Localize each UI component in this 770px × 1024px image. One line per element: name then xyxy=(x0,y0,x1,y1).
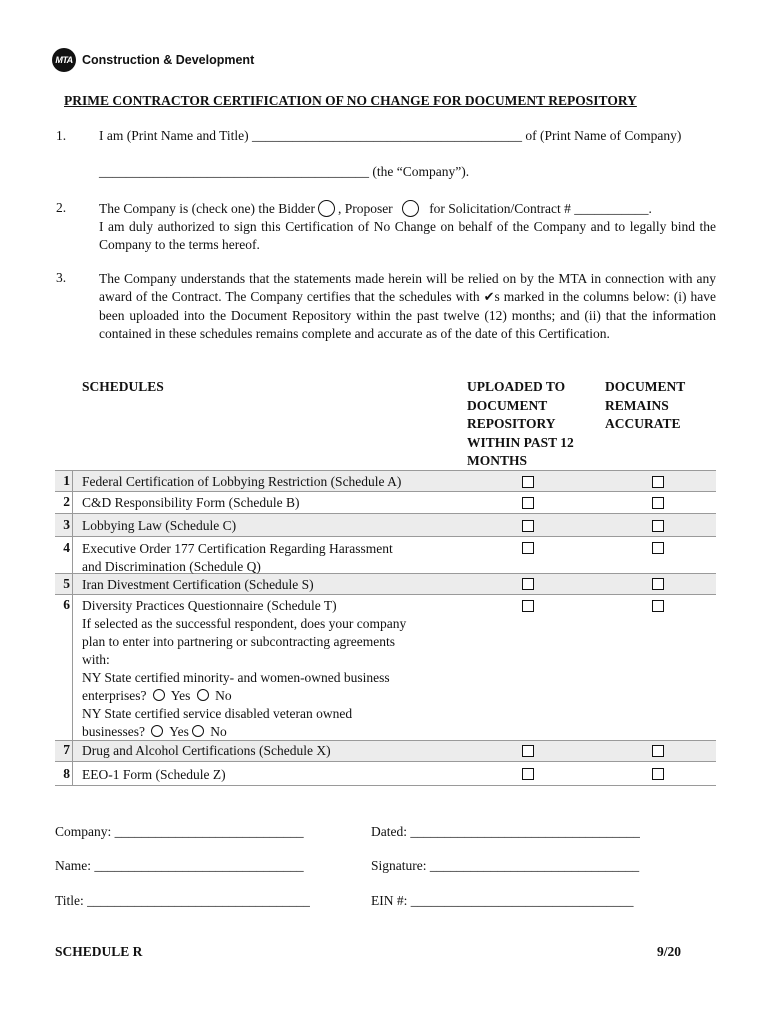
mta-logo xyxy=(52,48,254,72)
name-field[interactable]: Name: _______________________________ xyxy=(55,858,304,873)
schedule-x-label: Drug and Alcohol Certifications (Schedule X) xyxy=(82,743,331,758)
proposer-label: , Proposer xyxy=(337,201,393,216)
table-rule xyxy=(55,785,716,786)
bidder-radio[interactable] xyxy=(318,200,335,217)
row-number: 6 xyxy=(63,597,70,612)
proposer-radio[interactable] xyxy=(402,200,419,217)
authorization-text: I am duly authorized to sign this Certification of No Change on behalf of the Company and to legally bind the Company to the terms hereof. xyxy=(99,219,716,252)
schedule-x-accurate-checkbox[interactable] xyxy=(652,745,664,757)
row-number: 2 xyxy=(63,494,70,509)
schedule-t-label: Diversity Practices Questionnaire (Schedule T) If selected as the successful respondent, does your company plan to enter into partnering or subcontracting agreements with: NY State certified minority- and women-owned business enterprises? Yes No NY State certified service disabled veteran owned businesses? Yes No xyxy=(82,598,407,739)
company-name-field[interactable]: ________________________________________ (the “Company”). xyxy=(99,164,470,179)
uploaded-header: UPLOADED TO DOCUMENT REPOSITORY WITHIN PAST 12 MONTHS xyxy=(467,379,574,468)
row-number: 7 xyxy=(63,742,70,757)
row-number: 8 xyxy=(63,766,70,781)
bidder-proposer-line xyxy=(99,200,652,217)
table-rule xyxy=(55,470,716,471)
schedule-label: SCHEDULE R xyxy=(55,944,143,959)
table-rule xyxy=(55,594,716,595)
table-rule xyxy=(55,491,716,492)
ein-field[interactable]: EIN #: _________________________________ xyxy=(371,893,634,908)
item-1-number: 1. xyxy=(56,128,67,143)
schedule-q-label: Executive Order 177 Certification Regarding Harassment and Discrimination (Schedule Q) xyxy=(82,541,393,574)
schedule-a-accurate-checkbox[interactable] xyxy=(652,476,664,488)
accurate-header: DOCUMENT REMAINS ACCURATE xyxy=(605,379,686,431)
document-title: PRIME CONTRACTOR CERTIFICATION OF NO CHANGE FOR DOCUMENT REPOSITORY xyxy=(64,93,637,108)
table-rule xyxy=(55,513,716,514)
dated-field[interactable]: Dated: __________________________________ xyxy=(371,824,640,839)
schedule-z-accurate-checkbox[interactable] xyxy=(652,768,664,780)
schedule-s-label: Iran Divestment Certification (Schedule S) xyxy=(82,577,314,592)
solicitation-label[interactable]: for Solicitation/Contract # ___________. xyxy=(429,201,652,216)
bidder-label: The Company is (check one) the Bidder xyxy=(99,201,315,216)
schedule-q-accurate-checkbox[interactable] xyxy=(652,542,664,554)
mwbe-yes-radio[interactable] xyxy=(153,689,165,701)
schedule-c-uploaded-checkbox[interactable] xyxy=(522,520,534,532)
print-name-title-field[interactable]: I am (Print Name and Title) ________________________________________ of (Print Name of Company) xyxy=(99,128,682,143)
schedule-t-accurate-checkbox[interactable] xyxy=(652,600,664,612)
schedule-x-uploaded-checkbox[interactable] xyxy=(522,745,534,757)
schedule-q-uploaded-checkbox[interactable] xyxy=(522,542,534,554)
mwbe-no-radio[interactable] xyxy=(197,689,209,701)
table-rule xyxy=(55,761,716,762)
schedule-a-uploaded-checkbox[interactable] xyxy=(522,476,534,488)
schedule-c-accurate-checkbox[interactable] xyxy=(652,520,664,532)
org-name: Construction & Development xyxy=(82,53,255,67)
schedule-a-label: Federal Certification of Lobbying Restriction (Schedule A) xyxy=(82,474,402,489)
schedule-b-label: C&D Responsibility Form (Schedule B) xyxy=(82,495,300,510)
schedule-b-accurate-checkbox[interactable] xyxy=(652,497,664,509)
row-number: 5 xyxy=(63,576,70,591)
schedule-c-label: Lobbying Law (Schedule C) xyxy=(82,518,237,533)
table-divider xyxy=(72,470,73,785)
item-3-number: 3. xyxy=(56,270,67,285)
schedule-s-uploaded-checkbox[interactable] xyxy=(522,578,534,590)
mta-logo-mark: MTA xyxy=(52,48,76,72)
row-number: 3 xyxy=(63,517,70,532)
table-rule xyxy=(55,536,716,537)
row-number: 4 xyxy=(63,540,70,555)
item-2-number: 2. xyxy=(56,200,67,215)
certification-text: The Company understands that the statements made herein will be relied on by the MTA in connection with any award of the Contract. The Company certifies that the schedules with ✔s marked in the columns below: (i) have been uploaded into the Document Repository within the past twelve (12) months; and (ii) that the information contained in these schedules remains complete and accurate as of the date of this Certification. xyxy=(99,271,717,341)
signature-field[interactable]: Signature: _______________________________ xyxy=(371,858,640,873)
schedules-header: SCHEDULES xyxy=(82,379,164,394)
schedule-t-uploaded-checkbox[interactable] xyxy=(522,600,534,612)
sdvob-yes-radio[interactable] xyxy=(151,725,163,737)
schedule-b-uploaded-checkbox[interactable] xyxy=(522,497,534,509)
sdvob-no-radio[interactable] xyxy=(192,725,204,737)
schedule-z-label: EEO-1 Form (Schedule Z) xyxy=(82,767,226,782)
form-version: 9/20 xyxy=(657,944,682,959)
title-field[interactable]: Title: _________________________________ xyxy=(55,893,310,908)
schedule-s-accurate-checkbox[interactable] xyxy=(652,578,664,590)
company-signature-field[interactable]: Company: ____________________________ xyxy=(55,824,304,839)
schedule-z-uploaded-checkbox[interactable] xyxy=(522,768,534,780)
row-number: 1 xyxy=(63,473,70,488)
checkmark-icon: ✔ xyxy=(483,290,495,305)
